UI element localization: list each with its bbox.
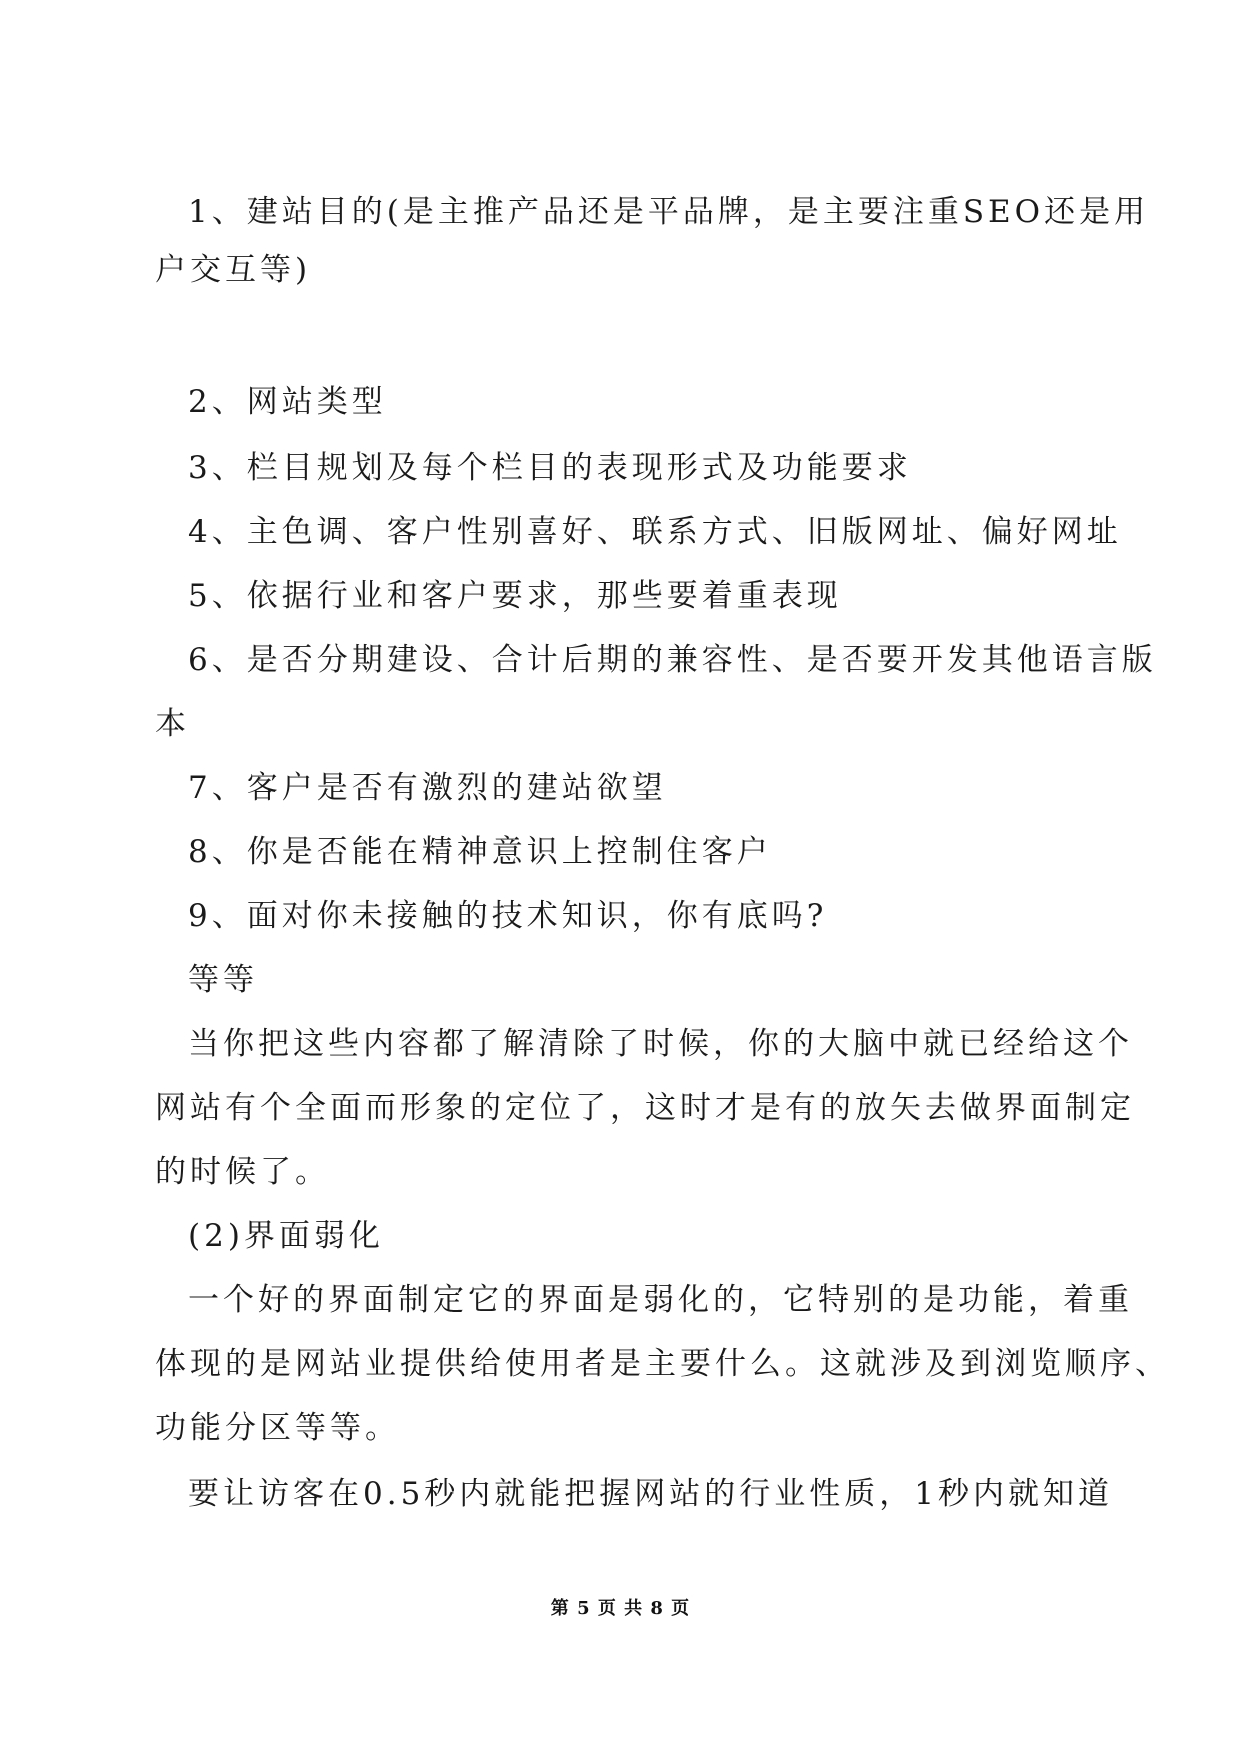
text-line: 7、客户是否有激烈的建站欲望 xyxy=(188,770,667,806)
text-line: 6、是否分期建设、合计后期的兼容性、是否要开发其他语言版 xyxy=(188,642,1157,678)
text-line: 等等 xyxy=(188,962,258,998)
text-line: 本 xyxy=(155,706,190,742)
text-line: 体现的是网站业提供给使用者是主要什么。这就涉及到浏览顺序、 xyxy=(155,1346,1170,1382)
text-line: 网站有个全面而形象的定位了，这时才是有的放矢去做界面制定 xyxy=(155,1090,1135,1126)
text-line: 要让访客在0.5秒内就能把握网站的行业性质，1秒内就知道 xyxy=(188,1476,1114,1512)
text-line: 5、依据行业和客户要求，那些要着重表现 xyxy=(188,578,842,614)
text-line: 户交互等) xyxy=(155,252,312,288)
page-footer: 第 5 页 共 8 页 xyxy=(550,1598,691,1619)
text-line: 的时候了。 xyxy=(155,1154,330,1190)
section-heading: (2)界面弱化 xyxy=(188,1218,384,1254)
text-line: 3、栏目规划及每个栏目的表现形式及功能要求 xyxy=(188,450,912,486)
text-line: 8、你是否能在精神意识上控制住客户 xyxy=(188,834,772,870)
text-line: 功能分区等等。 xyxy=(155,1410,400,1446)
text-line: 一个好的界面制定它的界面是弱化的，它特别的是功能，着重 xyxy=(188,1282,1133,1318)
text-line: 1、建站目的(是主推产品还是平品牌，是主要注重SEO还是用 xyxy=(188,194,1150,230)
text-line: 当你把这些内容都了解清除了时候，你的大脑中就已经给这个 xyxy=(188,1026,1133,1062)
text-line: 2、网站类型 xyxy=(188,384,387,420)
text-line: 9、面对你未接触的技术知识，你有底吗? xyxy=(188,898,828,934)
text-line: 4、主色调、客户性别喜好、联系方式、旧版网址、偏好网址 xyxy=(188,514,1122,550)
